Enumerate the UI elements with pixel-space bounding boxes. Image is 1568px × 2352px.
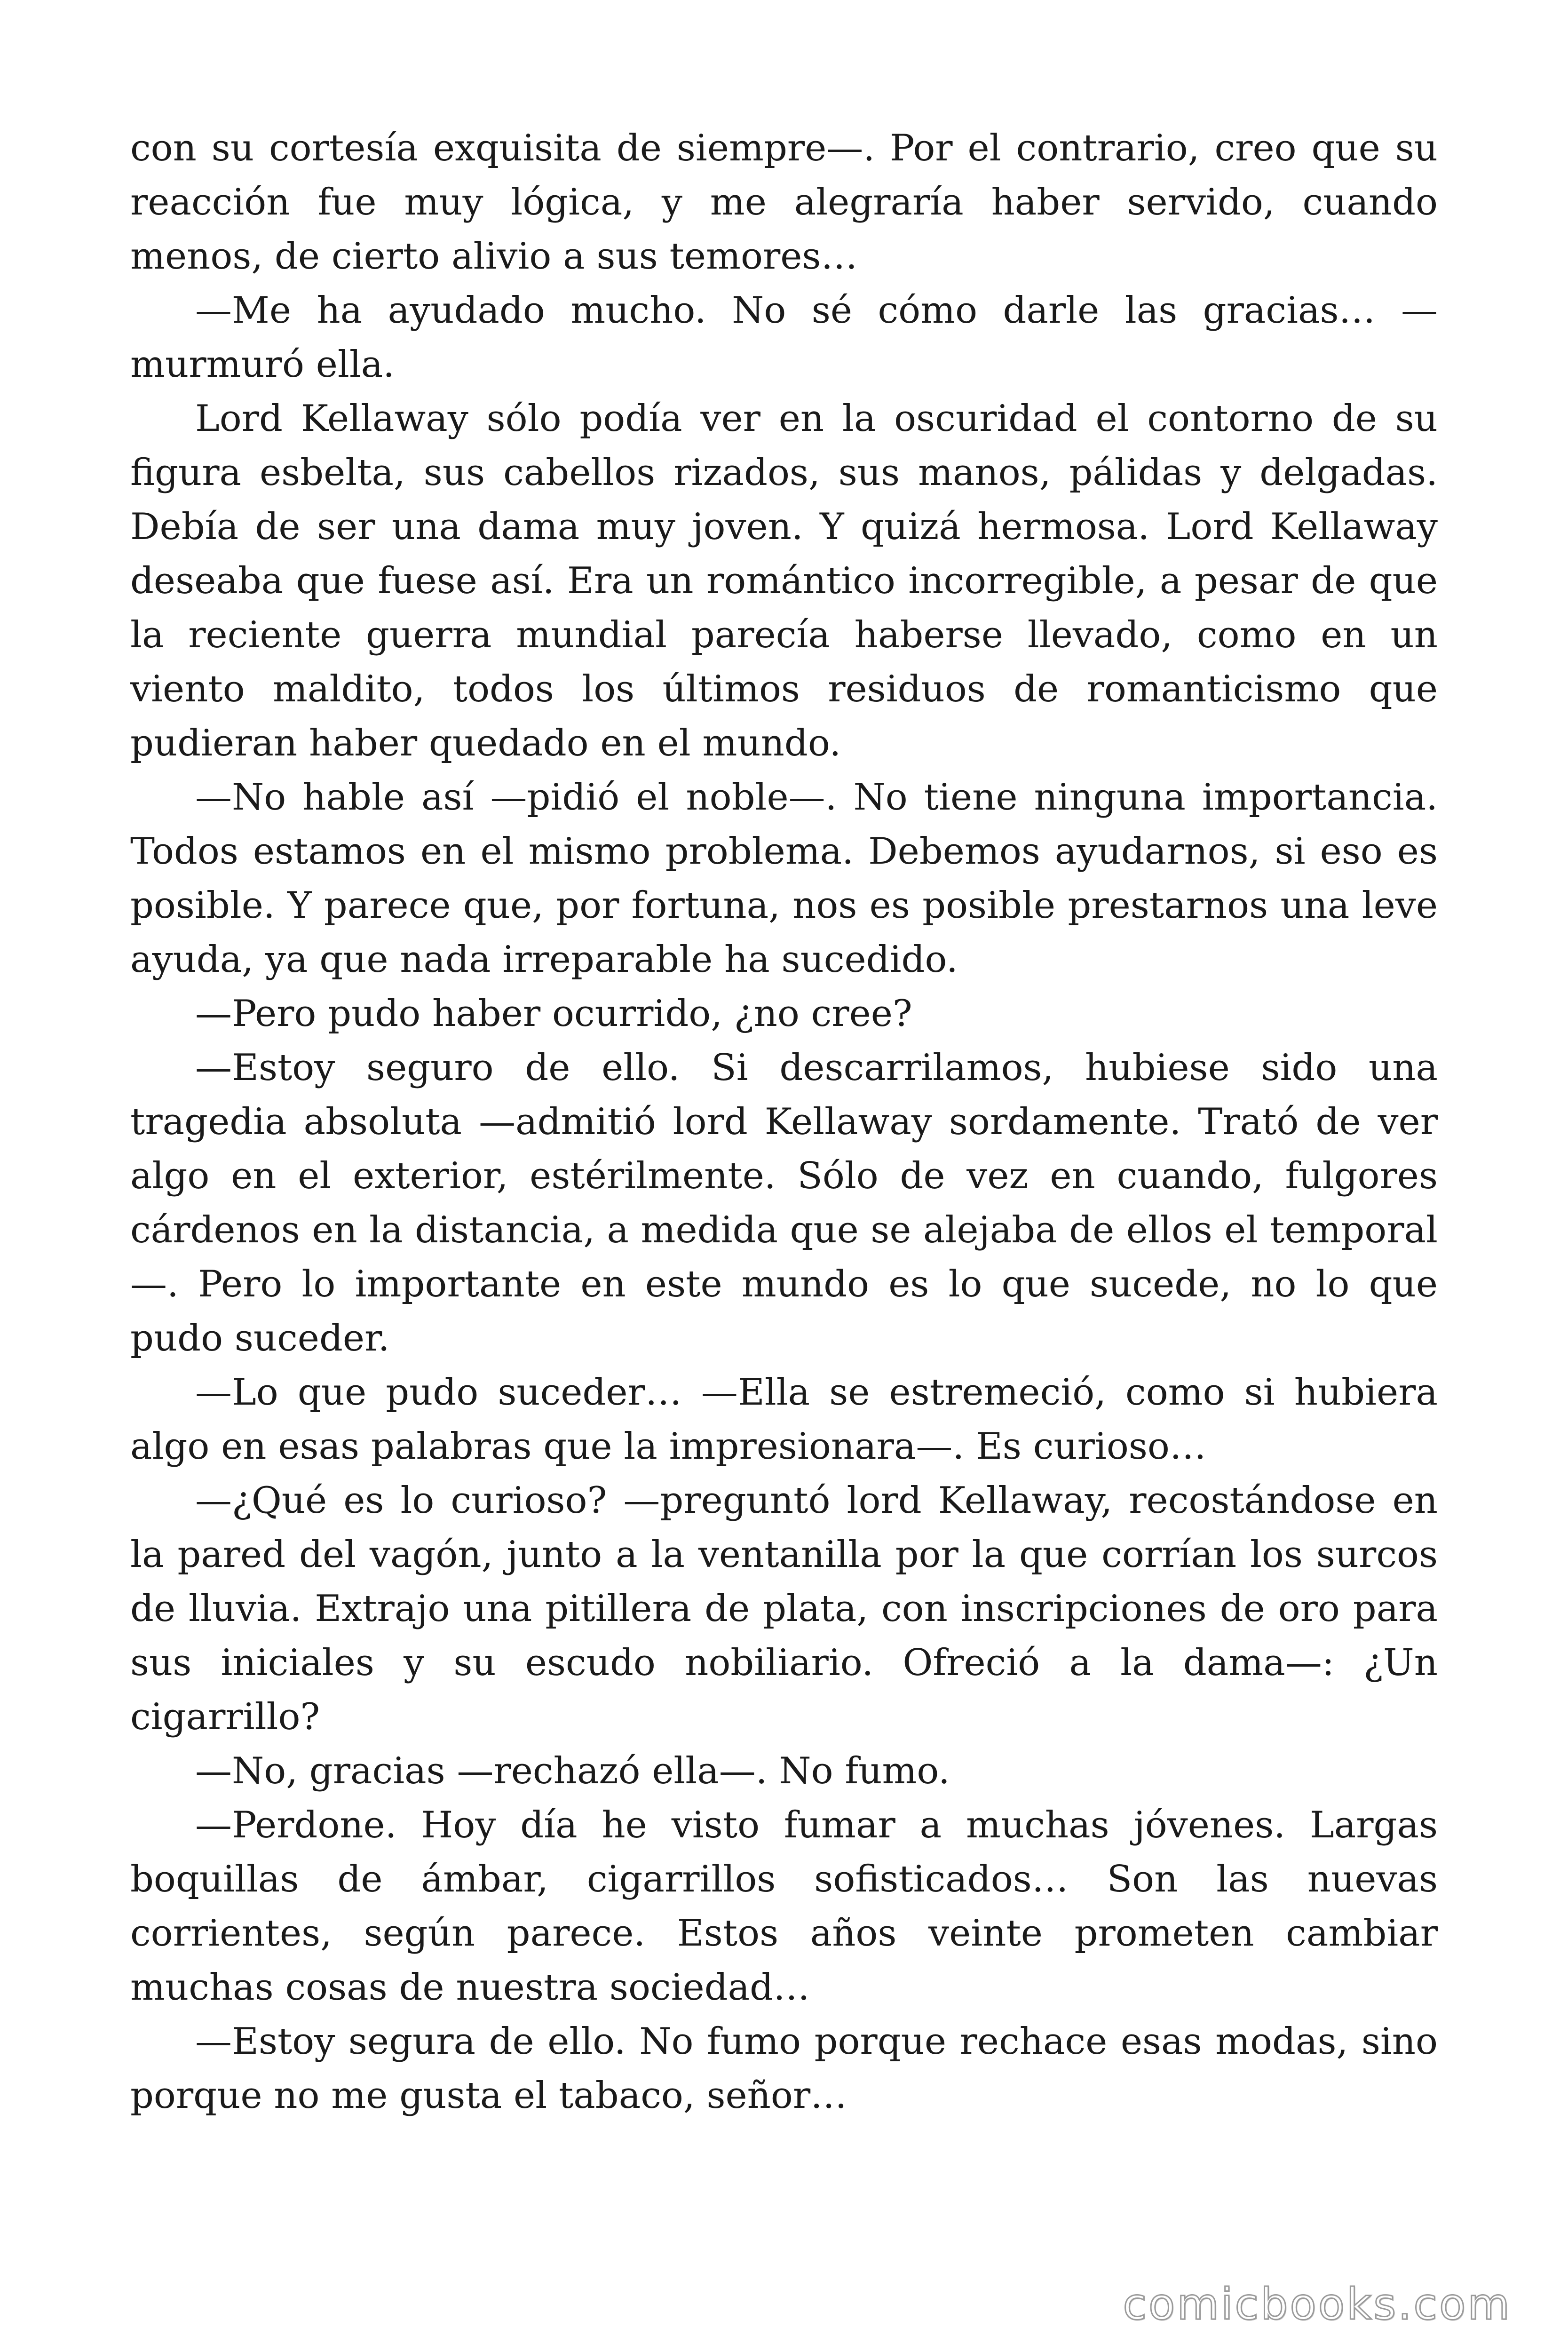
paragraph: —Estoy seguro de ello. Si descarrilamos, hubiese sido una tragedia absoluta —admitió lord Kellaway sordamente. Trató de ver algo en el exterior, estérilmente. Sólo de vez en cuando, fulgores cárdenos en la distancia, a medida que se alejaba de ellos el temporal—. Pero lo importante en este mundo es lo que sucede, no lo que pudo suceder. [130,1047,1438,1359]
paragraph: —Perdone. Hoy día he visto fumar a muchas jóvenes. Largas boquillas de ámbar, cigarrillos sofisticados… Son las nuevas corrientes, según parece. Estos años veinte prometen cambiar muchas cosas de nuestra sociedad… [130,1804,1438,2009]
paragraph: —¿Qué es lo curioso? —preguntó lord Kellaway, recostándose en la pared del vagón, junto a la ventanilla por la que corrían los surcos de lluvia. Extrajo una pitillera de plata, con inscripciones de oro para sus iniciales y su escudo nobiliario. Ofreció a la dama—: ¿Un cigarrillo? [130,1479,1438,1738]
paragraph: —Pero pudo haber ocurrido, ¿no cree? [195,993,912,1035]
paragraph: —No, gracias —rechazó ella—. No fumo. [195,1750,950,1792]
watermark: comicbooks.com [1123,2279,1512,2329]
paragraph: —Lo que pudo suceder… —Ella se estremeció, como si hubiera algo en esas palabras que la impresionara—. Es curioso… [130,1371,1438,1468]
paragraph: —Me ha ayudado mucho. No sé cómo darle las gracias… —murmuró ella. [130,289,1438,386]
body-text [130,121,1438,2123]
paragraph: —No hable así —pidió el noble—. No tiene ninguna importancia. Todos estamos en el mismo problema. Debemos ayudarnos, si eso es posible. Y parece que, por fortuna, nos es posible prestarnos una leve ayuda, ya que nada irreparable ha sucedido. [130,776,1438,981]
paragraph: —Estoy segura de ello. No fumo porque rechace esas modas, sino porque no me gusta el tabaco, señor… [130,2020,1438,2117]
paragraph: Lord Kellaway sólo podía ver en la oscuridad el contorno de su figura esbelta, sus cabellos rizados, sus manos, pálidas y delgadas. Debía de ser una dama muy joven. Y quizá hermosa. Lord Kellaway deseaba que fuese así. Era un romántico incorregible, a pesar de que la reciente guerra mundial parecía haberse llevado, como en un viento maldito, todos los últimos residuos de romanticismo que pudieran haber quedado en el mundo. [130,397,1438,764]
paragraph-continuation: con su cortesía exquisita de siempre—. Por el contrario, creo que su reacción fue muy lógica, y me alegraría haber servido, cuando menos, de cierto alivio a sus temores… [130,127,1438,278]
